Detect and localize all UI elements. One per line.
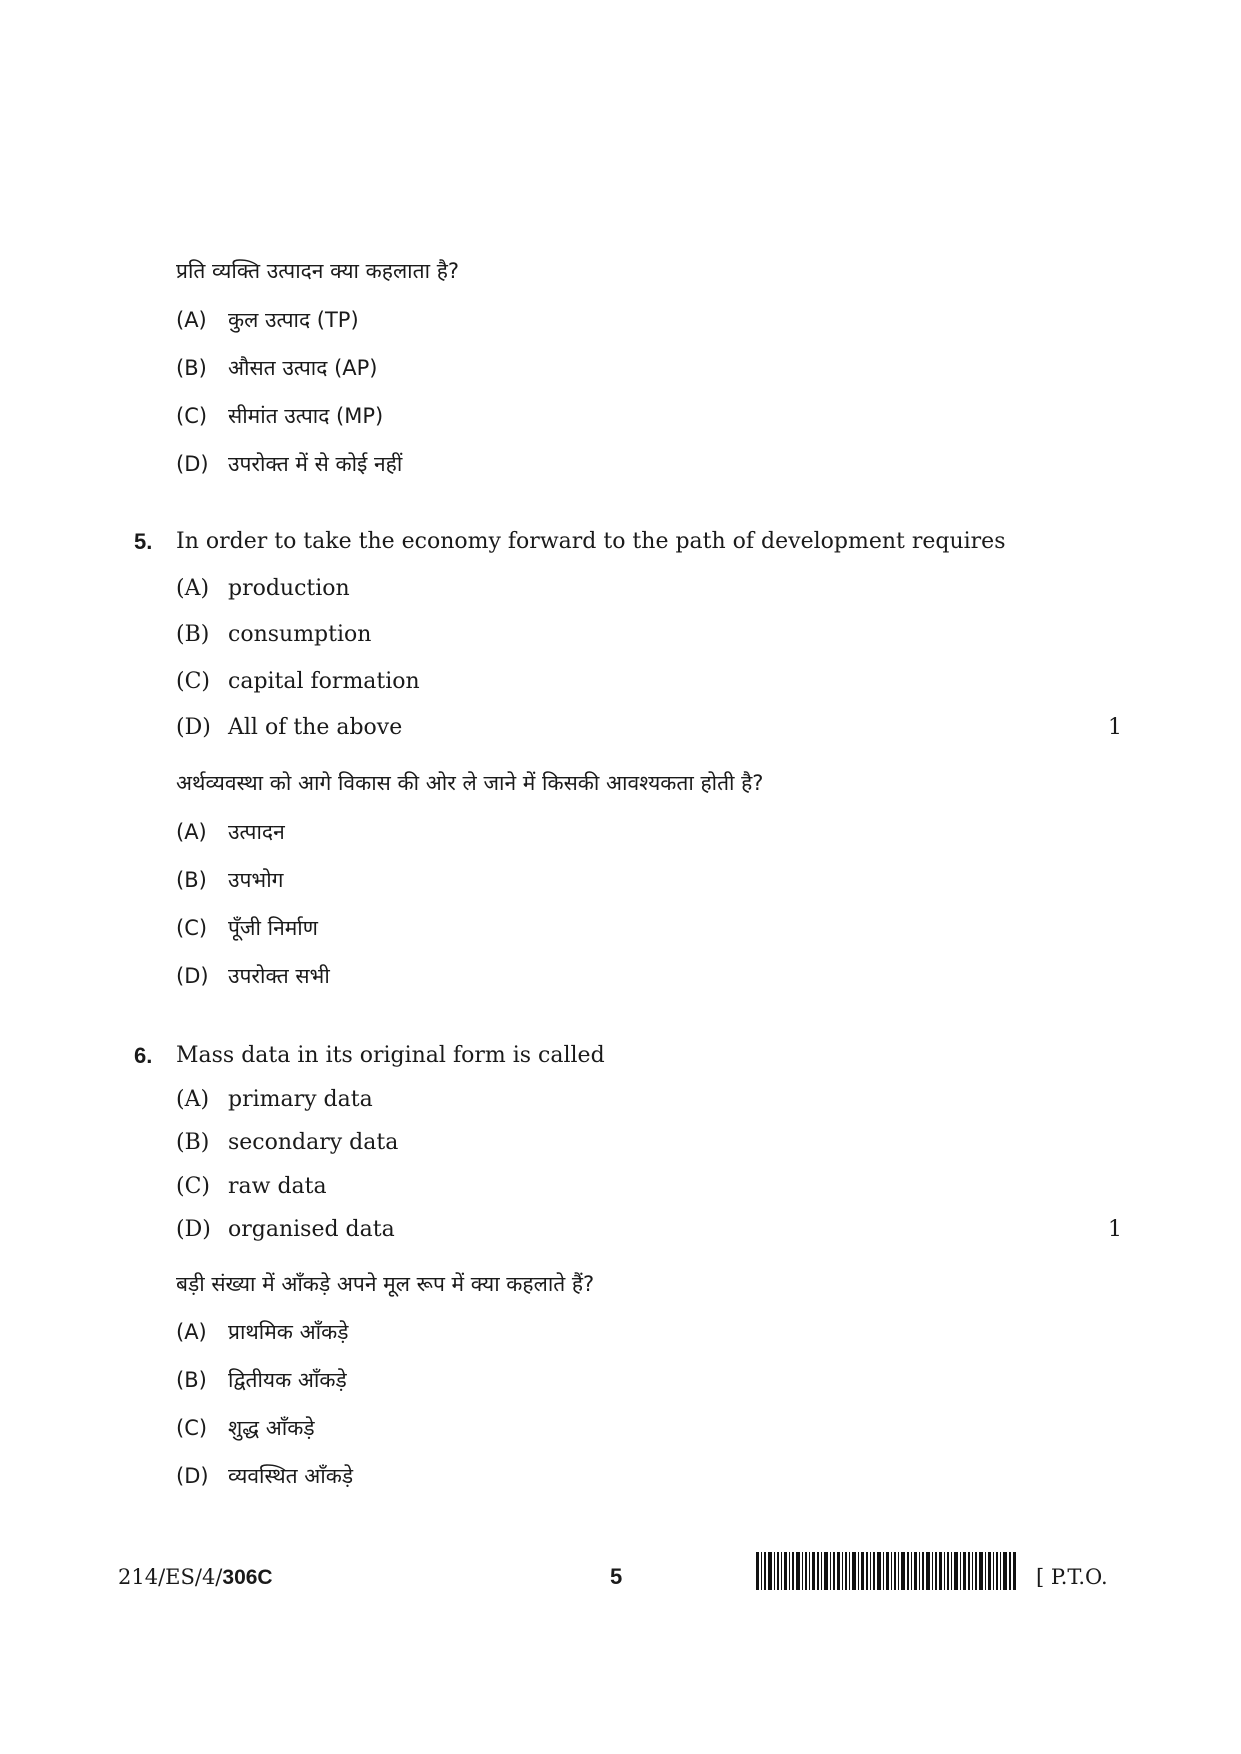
q5-hindi-option-d: (D) उपरोक्त सभी [176, 964, 330, 988]
q4-hindi-option-a: (A) कुल उत्पाद (TP) [176, 308, 359, 332]
q5-hindi-option-a: (A) उत्पादन [176, 820, 285, 844]
q6-hindi-question: बड़ी संख्या में आँकड़े अपने मूल रूप में क्या कहलाते हैं? [176, 1272, 595, 1296]
q6-option-b: (B) secondary data [176, 1130, 399, 1155]
q6-hindi-option-a: (A) प्राथमिक आँकड़े [176, 1320, 349, 1344]
q5-option-c: (C) capital formation [176, 669, 420, 694]
q5-hindi-option-b: (B) उपभोग [176, 868, 284, 892]
question-5-number: 5. [134, 529, 153, 554]
q5-option-d: (D) All of the above [176, 715, 403, 740]
question-6-text: Mass data in its original form is called [176, 1043, 605, 1068]
page-number: 5 [610, 1564, 623, 1589]
q5-option-b: (B) consumption [176, 622, 372, 647]
q5-option-a: (A) production [176, 576, 350, 601]
q6-hindi-option-b: (B) द्वितीयक आँकड़े [176, 1368, 347, 1392]
q6-option-a: (A) primary data [176, 1087, 373, 1112]
q4-hindi-option-c: (C) सीमांत उत्पाद (MP) [176, 404, 384, 428]
q6-hindi-option-d: (D) व्यवस्थित आँकड़े [176, 1464, 354, 1488]
pto-label: [ P.T.O. [1036, 1565, 1108, 1589]
q5-marks: 1 [1108, 715, 1122, 740]
question-6-number: 6. [134, 1043, 153, 1068]
q4-hindi-question: प्रति व्यक्ति उत्पादन क्या कहलाता है? [176, 259, 459, 283]
barcode-icon [756, 1552, 1016, 1590]
q4-hindi-option-b: (B) औसत उत्पाद (AP) [176, 356, 378, 380]
q5-hindi-question: अर्थव्यवस्था को आगे विकास की ओर ले जाने में किसकी आवश्यकता होती है? [176, 771, 764, 795]
q6-hindi-option-c: (C) शुद्ध आँकड़े [176, 1416, 315, 1440]
paper-code: 214/ES/4/306C [118, 1565, 273, 1589]
q6-option-c: (C) raw data [176, 1174, 327, 1199]
q4-hindi-option-d: (D) उपरोक्त में से कोई नहीं [176, 452, 403, 476]
q6-option-d: (D) organised data [176, 1217, 395, 1242]
q5-hindi-option-c: (C) पूँजी निर्माण [176, 916, 318, 940]
question-5-text: In order to take the economy forward to the path of development requires [176, 529, 1006, 554]
q6-marks: 1 [1108, 1217, 1122, 1242]
